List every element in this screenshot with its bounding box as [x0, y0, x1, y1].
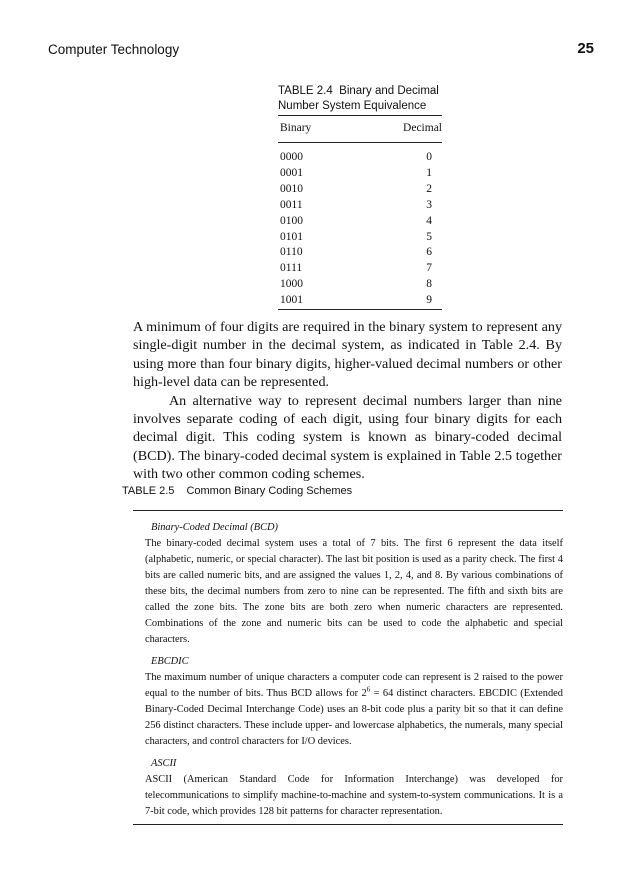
binary-cell: 0000 [280, 151, 303, 163]
binary-cell: 1001 [280, 294, 303, 307]
body-paragraph-2: An alternative way to represent decimal numbers larger than nine involves separate coding of each digit, using four binary digits for each decimal digit. This coding system is known as binary-coded decimal (BCD). The binary-coded decimal system is explained in Table 2.5 together with two other common coding schemes. [133, 392, 562, 483]
decimal-cell: 7 [426, 262, 432, 275]
binary-cell: 0001 [280, 166, 303, 179]
table-2-4-header-row [280, 122, 442, 134]
table-row [280, 277, 432, 293]
binary-cell: 0010 [280, 182, 303, 195]
ascii-title: ASCII [151, 758, 177, 769]
ebcdic-title: EBCDIC [151, 656, 189, 667]
bcd-title: Binary-Coded Decimal (BCD) [151, 522, 278, 533]
binary-cell: 0110 [280, 246, 303, 259]
page-number: 25 [577, 40, 594, 57]
decimal-cell: 8 [426, 278, 432, 291]
table-2-4-top-rule [278, 115, 442, 116]
table-row [280, 198, 432, 214]
running-title: Computer Technology [48, 42, 180, 57]
body-text [133, 318, 562, 484]
table-2-4-col-binary: Binary [280, 122, 312, 134]
decimal-cell: 5 [426, 230, 432, 243]
decimal-cell: 9 [426, 294, 432, 307]
table-2-5-caption [122, 485, 352, 497]
table-row [280, 245, 432, 261]
table-row [280, 261, 432, 277]
binary-cell: 0100 [280, 214, 303, 227]
decimal-cell: 0 [426, 151, 432, 163]
table-row [280, 214, 432, 230]
table-row [280, 150, 432, 166]
table-2-5-label: TABLE 2.5 [122, 485, 175, 497]
ebcdic-superscript: 6 [366, 685, 371, 694]
table-2-4-col-decimal: Decimal [403, 122, 442, 134]
binary-cell: 0011 [280, 198, 303, 211]
table-row [280, 182, 432, 198]
body-paragraph-1: A minimum of four digits are required in the binary system to represent any single-digit number in the decimal system, as indicated in Table 2.4. By using more than four binary digits, higher-valued decimal numbers or other high-level data can be represented. [133, 319, 562, 391]
table-2-5-body [145, 520, 563, 826]
ebcdic-text [145, 670, 563, 750]
binary-cell: 0101 [280, 230, 303, 243]
table-2-4-title-line1 [278, 84, 458, 99]
table-2-4-title-line2: Number System Equivalence [278, 100, 427, 112]
table-2-5-bottom-rule [133, 824, 563, 825]
decimal-cell: 4 [426, 214, 432, 227]
ascii-text: ASCII (American Standard Code for Information Interchange) was developed for telecommunications to simplify machine-to-machine and system-to-system communications. It is a 7-bit code, which provides 128 bit patterns for character representation. [145, 774, 563, 817]
table-row [280, 293, 432, 309]
decimal-cell: 3 [426, 198, 432, 211]
table-2-5-title: Common Binary Coding Schemes [186, 485, 353, 497]
table-2-4-label: TABLE 2.4 [278, 85, 333, 97]
table-row [280, 230, 432, 246]
table-row [280, 166, 432, 182]
decimal-cell: 6 [426, 246, 432, 259]
ebcdic-text-part1: The maximum number of unique characters a computer code can represent is 2 raised to the power equal to the number of bits. Thus BCD allows for 2 [145, 672, 563, 699]
table-2-4-body [280, 150, 432, 309]
ebcdic-text-part2: = 64 distinct characters. EBCDIC (Extended Binary-Coded Decimal Interchange Code) uses an 8-bit code plus a parity bit so that it can define 256 distinct characters. These include upper- and lowercase alphabetics, the numerals, many special characters, and control characters for I/O devices. [145, 688, 563, 747]
bcd-text: The binary-coded decimal system uses a total of 7 bits. The first 6 represent the data itself (alphabetic, numeric, or special character). The last bit position is used as a parity check. The first 4 bits are called numeric bits, and are assigned the values 1, 2, 4, and 8. By various combinations of these bits, the decimal numbers from zero to nine can be represented. The fifth and sixth bits are called the zone bits. The zone bits are both zero when numeric characters are represented. Combinations of the zone and numeric bits can be used to code the alphabetic and special characters. [145, 538, 563, 645]
table-2-4-bottom-rule [278, 309, 442, 310]
table-2-4-title-part1: Binary and Decimal [339, 85, 439, 97]
table-2-4-header-rule [278, 142, 442, 143]
binary-cell: 1000 [280, 278, 303, 291]
decimal-cell: 2 [426, 182, 432, 195]
binary-cell: 0111 [280, 262, 303, 275]
table-2-5-top-rule [133, 510, 563, 511]
table-2-4-caption [278, 84, 458, 114]
decimal-cell: 1 [426, 166, 432, 179]
